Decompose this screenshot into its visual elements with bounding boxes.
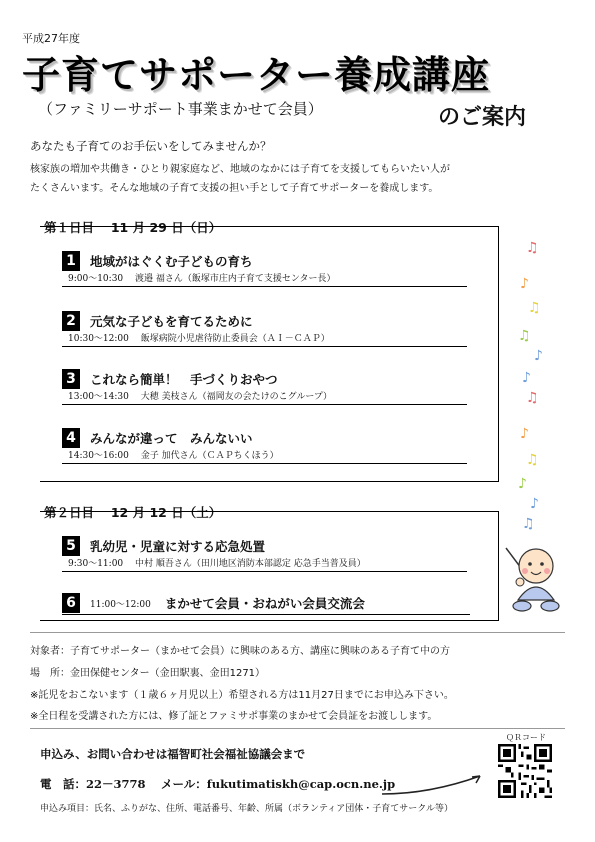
session-title: みんなが違って みんないい [90,431,253,446]
session-number: 6 [62,593,80,613]
music-note-icon: ♪ [520,426,529,442]
qr-code-icon[interactable] [498,744,552,798]
intro-text [30,160,570,198]
session-item [62,592,470,615]
day2-heading: 第２日目 12 月 12 日（土） [44,505,222,520]
session-time: 11:00～12:00 [90,599,151,610]
session-detail: 14:30～16:00 金子 加代さん（ＣＡＰちくほう） [62,449,467,464]
session-number: 3 [62,369,80,389]
music-note-icon: ♪ [534,348,543,364]
guide-label: のご案内 [438,105,527,130]
session-number: 1 [62,251,80,271]
contact-phone-email: 電 話：22－3778 メール：fukutimatiskh@cap.ocn.ne.jp [40,777,396,791]
baby-conductor-illustration [500,544,570,616]
music-note-icon: ♪ [518,476,527,492]
certificate-note: ※全日程を受講された方には、修了証とファミサポ事業のまかせて会員証をお渡しします。 [30,711,438,722]
session-detail: 9:30～11:00 中村 順吾さん（田川地区消防本部認定 応急手当普及員） [62,557,467,572]
target-audience: 対象者：子育てサポーター（まかせて会員）に興味のある方、講座に興味のある子育て中の方 [30,646,450,657]
music-notes-decoration [512,240,552,560]
music-note-icon: ♫ [526,390,539,406]
music-note-icon: ♪ [522,370,531,386]
session-item [62,368,467,405]
session-title: 元気な子どもを育てるために [90,314,253,329]
session-title: 乳幼児・児童に対する応急処置 [90,539,266,554]
session-number: 5 [62,536,80,556]
intro-question: あなたも子育てのお手伝いをしてみませんか？ [30,139,272,153]
music-note-icon: ♫ [526,452,539,468]
session-item [62,535,467,572]
music-note-icon: ♫ [526,240,539,256]
venue: 場 所：金田保健センター（金田駅裏、金田1271） [30,668,266,679]
music-note-icon: ♫ [528,300,541,316]
intro-line: 核家族の増加や共働き・ひとり親家庭など、地域のなかには子育てを支援してもらいたい人が [30,164,450,175]
session-title: まかせて会員・おねがい会員交流会 [164,596,365,611]
childcare-note: ※託児をおこないます（１歳６ヶ月児以上）希望される方は11月27日までにお申込み下さい。 [30,690,454,701]
qr-label: ＱＲコード [506,733,546,742]
day1-heading: 第１日目 11 月 29 日（日） [44,220,222,235]
fiscal-year: 平成27年度 [22,32,80,45]
session-title: 地域がはぐくむ子どもの育ち [90,254,253,269]
session-detail: 10:30～12:00 飯塚病院小児虐待防止委員会（ＡＩ－ＣＡＰ） [62,332,467,347]
page-title: 子育てサポーター養成講座 [22,53,491,97]
arrow-icon [380,770,490,796]
session-detail: 9:00～10:30 渡邉 福さん（飯塚市庄内子育て支援センター長） [62,272,467,287]
music-note-icon: ♫ [522,516,535,532]
contact-lead: 申込み、お問い合わせは福智町社会福祉協議会まで [40,747,306,761]
music-note-icon: ♫ [518,328,531,344]
music-note-icon: ♪ [520,276,529,292]
session-number: 2 [62,311,80,331]
page-subtitle: （ファミリーサポート事業まかせて会員） [38,100,323,118]
session-detail: 13:00～14:30 大穂 美枝さん（福岡友の会たけのこグループ） [62,390,467,405]
music-note-icon: ♪ [530,496,539,512]
intro-line: たくさんいます。そんな地域の子育て支援の担い手として子育てサポーターを養成します。 [30,183,439,194]
application-items: 申込み項目：氏名、ふりがな、住所、電話番号、年齢、所属（ボランティア団体・子育てサークル等） [40,804,454,814]
session-item [62,310,467,347]
session-item [62,427,467,464]
session-item [62,250,467,287]
divider [30,632,565,633]
divider [30,728,565,729]
session-number: 4 [62,428,80,448]
session-title: これなら簡単！ 手づくりおやつ [90,372,278,387]
